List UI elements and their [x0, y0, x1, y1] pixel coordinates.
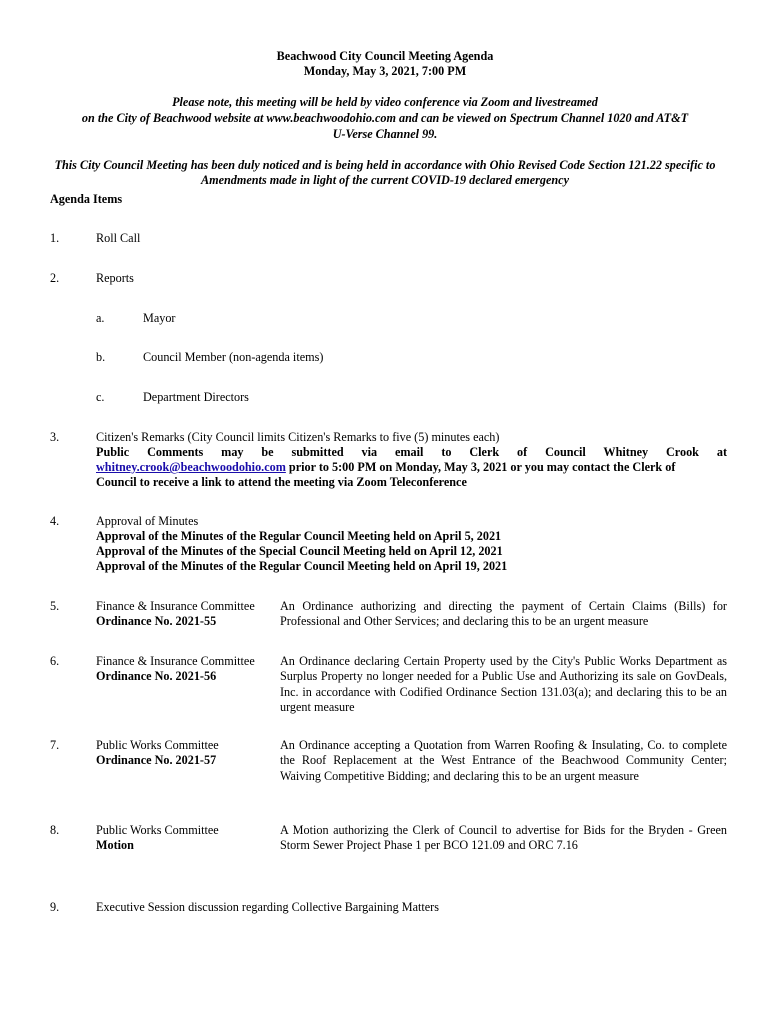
notice-line-1: This City Council Meeting has been duly noticed and is being held in accordance with Ohio Revised Code Section 121.22 specific to [54, 158, 716, 172]
sub-label: Mayor [143, 311, 176, 325]
sub-label: Department Directors [143, 390, 249, 404]
zoom-link-text: Council to receive a link to attend the meeting via Zoom Teleconference [96, 475, 467, 489]
sub-letter: b. [96, 350, 106, 364]
item-label: Roll Call [96, 231, 141, 245]
comments-deadline-text: prior to 5:00 PM on Monday, May 3, 2021 or you may contact the Clerk of [285, 460, 676, 474]
note-line-3: U-Verse Channel 99. [332, 127, 438, 141]
clerk-email-link[interactable]: whitney.crook@beachwoodohio.com [96, 460, 286, 474]
sub-letter: c. [96, 390, 105, 404]
agenda-items-heading: Agenda Items [50, 192, 123, 206]
approval-minutes-label: Approval of Minutes [96, 514, 199, 528]
item-number: 5. [50, 599, 60, 613]
committee-name: Finance & Insurance Committee [96, 654, 255, 668]
minutes-line-3: Approval of the Minutes of the Regular Council Meeting held on April 19, 2021 [96, 559, 508, 573]
item-number: 9. [50, 900, 60, 914]
committee-name: Finance & Insurance Committee [96, 599, 255, 613]
committee-name: Public Works Committee [96, 738, 219, 752]
item-label: Reports [96, 271, 134, 285]
minutes-line-1: Approval of the Minutes of the Regular Council Meeting held on April 5, 2021 [96, 529, 502, 543]
item-description: An Ordinance accepting a Quotation from Warren Roofing & Insulating, Co. to complete the Roof Replacement at the West Entrance of the Beachwood Community Center; Waiving Competitive Bidding; and declaring this to be an urgent measure [280, 738, 727, 783]
sub-label: Council Member (non-agenda items) [143, 350, 324, 364]
item-number: 7. [50, 738, 60, 752]
note-line-2: on the City of Beachwood website at www.beachwoodohio.com and can be viewed on Spectrum Channel 1020 and AT&T [81, 111, 689, 125]
item-number: 2. [50, 271, 60, 285]
item-number: 6. [50, 654, 60, 668]
item-label: Executive Session discussion regarding Collective Bargaining Matters [96, 900, 439, 914]
report-sub-b [96, 350, 324, 365]
item-number: 8. [50, 823, 60, 837]
report-sub-c [96, 390, 249, 405]
ordinance-number: Ordinance No. 2021-56 [96, 669, 217, 683]
agenda-title: Beachwood City Council Meeting Agenda [276, 49, 494, 63]
report-sub-a [96, 311, 176, 326]
note-line-1: Please note, this meeting will be held by video conference via Zoom and livestreamed [172, 95, 598, 109]
item-number: 4. [50, 514, 60, 528]
meeting-date: Monday, May 3, 2021, 7:00 PM [303, 64, 467, 78]
item-description: An Ordinance declaring Certain Property used by the City's Public Works Department as Surplus Property no longer needed for a Public Use and Authorizing its sale on GovDeals, Inc. in accordance with Codified Ordinance Section 131.03(a); and declaring this to be an urgent measure [280, 654, 727, 715]
item-number: 1. [50, 231, 60, 245]
committee-name: Public Works Committee [96, 823, 219, 837]
item-description: An Ordinance authorizing and directing the payment of Certain Claims (Bills) for Professional and Other Services; and declaring this to be an urgent measure [280, 599, 727, 629]
public-comments-line: Public Comments may be submitted via email to Clerk of Council Whitney Crook at [96, 445, 727, 459]
sub-letter: a. [96, 311, 105, 325]
ordinance-number: Ordinance No. 2021-57 [96, 753, 217, 767]
minutes-line-2: Approval of the Minutes of the Special Council Meeting held on April 12, 2021 [96, 544, 503, 558]
notice-line-2: Amendments made in light of the current COVID-19 declared emergency [201, 173, 569, 187]
ordinance-number: Ordinance No. 2021-55 [96, 614, 217, 628]
item-number: 3. [50, 430, 60, 444]
motion-label: Motion [96, 838, 134, 852]
citizens-remarks-label: Citizen's Remarks (City Council limits Citizen's Remarks to five (5) minutes each) [96, 430, 500, 444]
item-description: A Motion authorizing the Clerk of Council to advertise for Bids for the Bryden - Green Storm Sewer Project Phase 1 per BCO 121.09 and ORC 7.16 [280, 823, 727, 853]
